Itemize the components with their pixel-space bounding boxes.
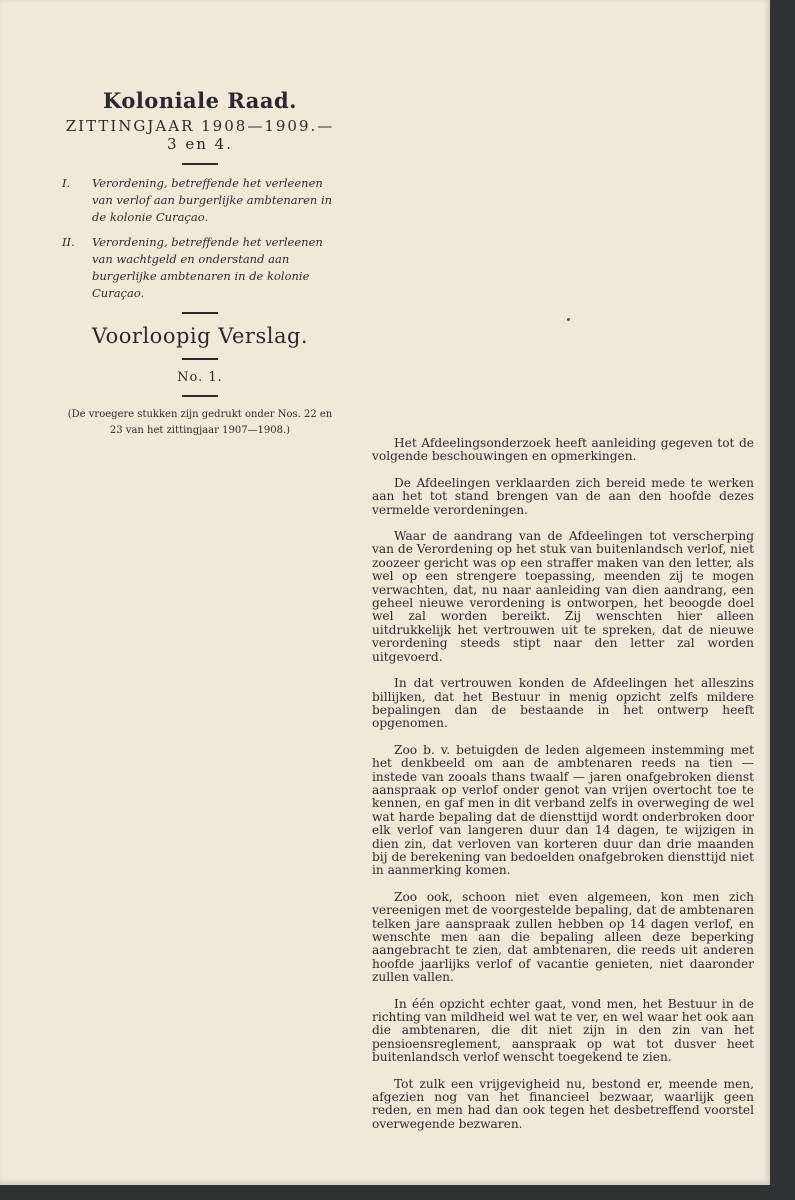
divider: [182, 358, 218, 360]
council-title: Koloniale Raad.: [103, 88, 297, 113]
page-edge-bottom: [0, 1185, 795, 1200]
session-year: ZITTINGJAAR 1908—1909.—3 en 4.: [65, 117, 335, 153]
ordinance-list: [60, 175, 340, 302]
body-paragraph: In één opzicht echter gaat, vond men, het Bestuur in de richting van mildheid wel wat te ver, en wel waar het ook aan die ambtenaren, die dit niet zijn in den zin van het pensioensreglement, aanspraak op wat tot dusver heet buitenlandsch verlof wenscht toegekend te zien.: [372, 996, 754, 1065]
ordinance-number: I.: [62, 176, 71, 190]
ink-speck: [567, 318, 570, 321]
report-body: [372, 437, 754, 1144]
divider: [182, 312, 218, 314]
ordinance-item: [60, 175, 340, 226]
title-column: [60, 88, 340, 449]
body-paragraph: Zoo b. v. betuigden de leden algemeen instemming met het denkbeeld om aan de ambtenaren reeds na tien — instede van zooals thans twaalf — jaren onafgebroken dienst aanspraak op verlof onder genot van vrijen overtocht toe te kennen, en gaf men in dit verband zelfs in overweging de wel wat harde bepaling dat de diensttijd wordt onderbroken door elk verlof van langeren duur dan 14 dagen, te wijzigen in dien zin, dat verloven van korteren duur dan drie maanden bij de berekening van bedoelden onafgebroken diensttijd niet in aanmerking komen.: [372, 742, 754, 878]
ordinance-item: [60, 234, 340, 302]
report-title: Voorloopig Verslag.: [91, 324, 309, 348]
divider: [182, 163, 218, 165]
report-number: No. 1.: [177, 370, 223, 385]
body-paragraph: Het Afdeelingsonderzoek heeft aanleiding gegeven tot de volgende beschouwingen en opmerkingen.: [372, 436, 754, 464]
page-edge-right: [770, 0, 795, 1200]
body-paragraph: De Afdeelingen verklaarden zich bereid mede te werken aan het tot stand brengen van de aan den hoofde dezes vermelde verordeningen.: [372, 475, 754, 517]
body-paragraph: Waar de aandrang van de Afdeelingen tot verscherping van de Verordening op het stuk van buitenlandsch verlof, niet zoozeer gericht was op een straffer maken van den letter, als wel op een strengere toepassing, meenden zij te mogen verwachten, dat, nu naar aanleiding van dien aandrang, een geheel nieuwe verordening is ontworpen, het beoogde doel wel zal worden bereikt. Zij wenschten hier alleen uitdrukkelijk het vertrouwen uit te spreken, dat de nieuwe verordening steeds stipt naar den letter zal worden uitgevoerd.: [372, 529, 754, 664]
ordinance-text: Verordening, betreffende het verleenen van wachtgeld en onderstand aan burgerlijke ambtenaren in de kolonie Curaçao.: [92, 235, 323, 300]
body-paragraph: Tot zulk een vrijgevigheid nu, bestond er, meende men, afgezien nog van het financieel bezwaar, waarlijk geen reden, en men had dan ook tegen het desbetreffend voorstel overwegende bezwaren.: [372, 1076, 754, 1131]
ordinance-number: II.: [62, 235, 75, 249]
ordinance-text: Verordening, betreffende het verleenen van verlof aan burgerlijke ambtenaren in de kolonie Curaçao.: [92, 176, 333, 224]
body-paragraph: Zoo ook, schoon niet even algemeen, kon men zich vereenigen met de voorgestelde bepaling, dat de ambtenaren telken jare aanspraak zullen hebben op 14 dagen verlof, en wenschte men aan die bepaling alleen deze beperking aangebracht te zien, dat ambtenaren, die reeds uit anderen hoofde jaarlijks verlof of vacantie genieten, niet daaronder zullen vallen.: [372, 889, 754, 985]
footnote: (De vroegere stukken zijn gedrukt onder Nos. 22 en 23 van het zittingjaar 1907—1908.): [67, 409, 333, 436]
divider: [182, 395, 218, 397]
body-paragraph: In dat vertrouwen konden de Afdeelingen het alleszins billijken, dat het Bestuur in menig opzicht zelfs mildere bepalingen dan de bestaande in het ontwerp heeft opgenomen.: [372, 676, 754, 731]
